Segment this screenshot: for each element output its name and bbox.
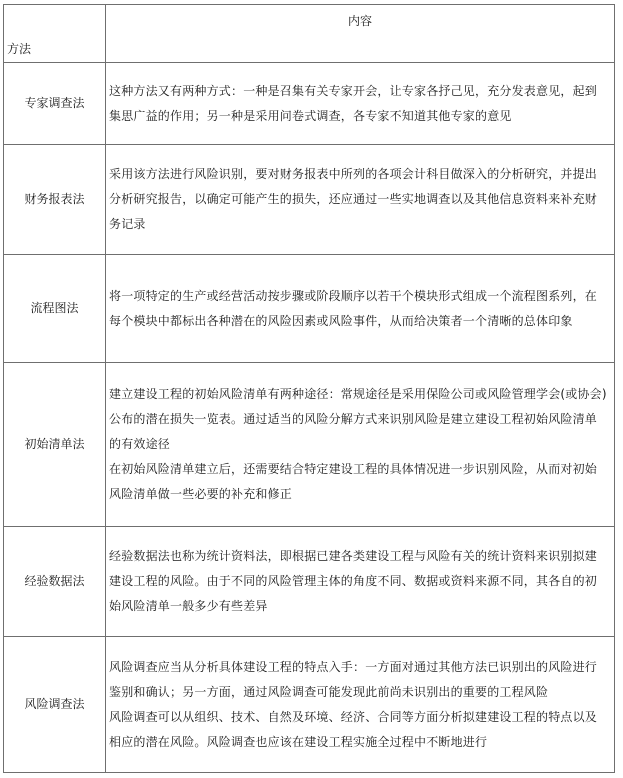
method-cell: 财务报表法 [4, 145, 106, 255]
content-paragraph: 采用该方法进行风险识别，要对财务报表中所列的各项会计科目做深入的分析研究，并提出分析研究报告，以确定可能产生的损失，还应通过一些实地调查以及其他信息资料来补充财务记录 [109, 167, 598, 231]
header-row [4, 5, 615, 63]
content-cell [106, 63, 615, 145]
table-row [4, 363, 615, 527]
content-paragraph: 经验数据法也称为统计资料法，即根据已建各类建设工程与风险有关的统计资料来识别拟建建设工程的风险。由于不同的风险管理主体的角度不同、数据或资料来源不同，其各自的初始风险清单一般多少有些差异 [109, 549, 598, 613]
method-cell: 初始清单法 [4, 363, 106, 527]
method-cell: 流程图法 [4, 255, 106, 363]
content-paragraph: 将一项特定的生产或经营活动按步骤或阶段顺序以若干个模块形式组成一个流程图系列，在每个模块中都标出各种潜在的风险因素或风险事件，从而给决策者一个清晰的总体印象 [109, 288, 598, 328]
content-cell [106, 527, 615, 637]
content-paragraph: 风险调查可以从组织、技术、自然及环境、经济、合同等方面分析拟建建设工程的特点以及相应的潜在风险。风险调查也应该在建设工程实施全过程中不断地进行 [109, 709, 598, 749]
header-method: 方法 [4, 5, 106, 63]
table-row [4, 255, 615, 363]
content-paragraph: 建立建设工程的初始风险清单有两种途径：常规途径是采用保险公司或风险管理学会(或协会)公布的潜在损失一览表。通过适当的风险分解方式来识别风险是建立建设工程初始风险清单的有效途径 [109, 387, 607, 451]
content-cell [106, 255, 615, 363]
content-cell [106, 637, 615, 773]
risk-identification-table [3, 4, 615, 773]
table-row [4, 527, 615, 637]
table-row [4, 145, 615, 255]
content-paragraph: 风险调查应当从分析具体建设工程的特点入手：一方面对通过其他方法已识别出的风险进行鉴别和确认；另一方面，通过风险调查可能发现此前尚未识别出的重要的工程风险 [109, 659, 598, 699]
content-paragraph: 在初始风险清单建立后，还需要结合特定建设工程的具体情况进一步识别风险，从而对初始风险清单做一些必要的补充和修正 [109, 462, 598, 501]
method-cell: 专家调查法 [4, 63, 106, 145]
method-cell: 风险调查法 [4, 637, 106, 773]
content-paragraph: 这种方法又有两种方式：一种是召集有关专家开会，让专家各抒己见，充分发表意见，起到集思广益的作用；另一种是采用问卷式调查，各专家不知道其他专家的意见 [109, 83, 598, 123]
table-row [4, 637, 615, 773]
header-content: 内容 [106, 5, 615, 63]
method-cell: 经验数据法 [4, 527, 106, 637]
table-row [4, 63, 615, 145]
content-cell [106, 145, 615, 255]
content-cell [106, 363, 615, 527]
